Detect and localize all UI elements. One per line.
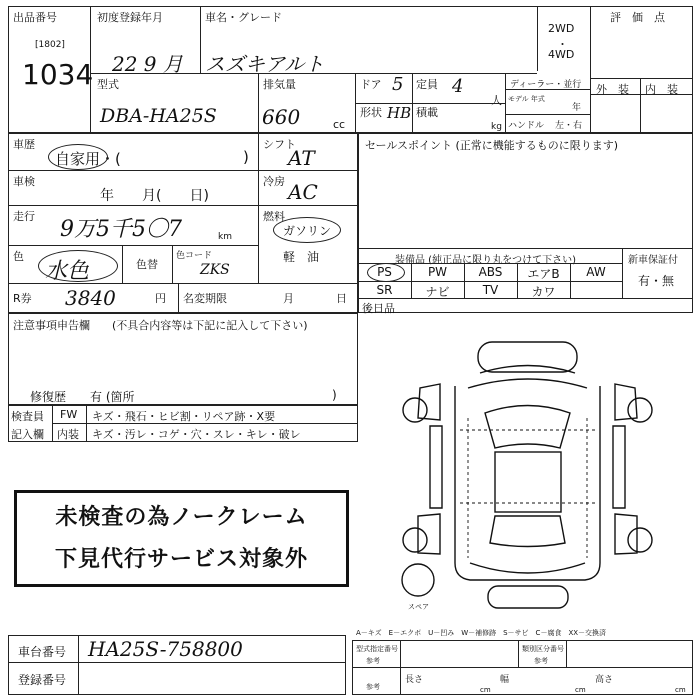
color-label: 色	[13, 250, 24, 263]
recycle-label: R券	[13, 292, 32, 305]
color-code-value: ZKS	[200, 262, 230, 278]
spare-label: スペア	[408, 603, 429, 611]
load-unit: kg	[491, 122, 502, 132]
inspector-int-label: 内装	[57, 428, 79, 441]
lot-label: 出品番号	[13, 11, 57, 24]
inspection-value: 年 月( 日)	[100, 188, 209, 204]
notice-line1: 未検査の為ノークレーム	[55, 505, 308, 530]
color-change-label: 色替	[136, 258, 158, 271]
handle-label: ハンドル	[508, 121, 545, 131]
equip-leather: カワ	[531, 285, 556, 299]
length-unit: cm	[480, 686, 491, 694]
equip-navi: ナビ	[425, 285, 450, 299]
inspector-label-bottom: 記入欄	[11, 428, 44, 441]
history-label: 車歴	[13, 138, 35, 151]
drive-dot: ・	[557, 38, 568, 51]
exterior-label: 外 装	[596, 83, 629, 96]
notes-label: 注意事項申告欄	[13, 319, 90, 332]
height-unit: cm	[675, 686, 686, 694]
name-change-month: 月	[283, 292, 294, 305]
ac-value: AC	[288, 180, 318, 204]
first-reg-value: 22 9 月	[112, 52, 183, 76]
retrofit-label: 後日品	[362, 302, 395, 315]
history-close: )	[243, 148, 249, 166]
fuel-label: 燃料	[263, 210, 285, 223]
equip-abs: ABS	[478, 265, 503, 279]
shape-label: 形状	[360, 106, 382, 119]
reg-label: 登録番号	[18, 673, 67, 687]
damage-legend: A－キズ E－エクボ U－凹み W－補修跡 S－サビ C－腐食 XX－交換済	[356, 629, 607, 637]
warranty-label: 新車保証付	[628, 255, 678, 266]
color-code-label: 色コード	[176, 251, 213, 261]
fuel-diesel: 軽 油	[283, 250, 320, 264]
equip-pw: PW	[427, 265, 448, 279]
name-change-day: 日	[336, 292, 347, 305]
equip-airbag: エアB	[527, 267, 560, 281]
fuel-gas: ガソリン	[283, 224, 332, 238]
length-label: 長さ	[405, 675, 424, 685]
car-damage-diagram	[360, 318, 695, 618]
designated-ref: 参考	[366, 657, 380, 665]
width-label: 幅	[500, 675, 510, 685]
inspector-int-text: キズ・汚レ・コゲ・穴・スレ・キレ・破レ	[92, 428, 301, 441]
notice-line2: 下見代行サービス対象外	[54, 547, 308, 572]
mileage-unit: km	[218, 232, 232, 242]
notes-hint: (不具合内容等は下記に記入して下さい)	[112, 319, 308, 332]
model-year-unit: 年	[572, 103, 582, 113]
repair-label: 修復歴 有 (箇所	[30, 390, 135, 404]
mileage-value: 9万5千5〇7	[60, 217, 182, 242]
shift-label: シフト	[263, 138, 296, 151]
inspection-label: 車検	[13, 175, 35, 188]
width-unit: cm	[575, 686, 586, 694]
doors-value: 5	[392, 74, 404, 95]
fuel-circle	[273, 217, 341, 243]
doors-label: ドア	[360, 78, 382, 91]
model-year-label: モデル 年式	[508, 95, 545, 103]
mileage-label: 走行	[13, 210, 35, 223]
model-label: 型式	[97, 78, 119, 91]
history-circle	[48, 144, 108, 170]
repair-close: )	[332, 388, 337, 402]
lot-sub: [1802]	[35, 40, 65, 50]
category-label: 類別区分番号	[522, 645, 564, 653]
ac-label: 冷房	[263, 175, 285, 188]
recycle-value: 3840	[65, 286, 116, 310]
handle-value: 左・右	[555, 121, 583, 131]
inspector-fw-text: キズ・飛石・ヒビ割・リペア跡・X要	[92, 410, 276, 423]
car-name-value: スズキアルト	[205, 52, 325, 76]
interior-label: 内 装	[645, 83, 678, 96]
equip-sr: SR	[376, 283, 393, 297]
car-name-label: 車名・グレード	[205, 11, 282, 24]
chassis-value: HA25S-758800	[88, 637, 243, 661]
score-label: 評 価 点	[610, 11, 665, 24]
capacity-label: 定員	[416, 78, 438, 91]
inspector-label-top: 検査員	[11, 410, 44, 423]
dealer-label: ディーラー・並行	[510, 80, 582, 90]
shape-value: HB	[387, 104, 412, 122]
capacity-value: 4	[452, 76, 464, 97]
height-label: 高さ	[595, 675, 614, 685]
displacement-unit: cc	[333, 118, 346, 131]
equip-ps: PS	[377, 265, 392, 279]
category-ref: 参考	[534, 657, 548, 665]
load-label: 積載	[416, 106, 438, 119]
lot-number: 1034	[22, 58, 94, 91]
capacity-unit: 人	[491, 94, 502, 107]
drive-4wd: 4WD	[548, 48, 575, 61]
chassis-label: 車台番号	[18, 645, 67, 659]
model-value: DBA-HA25S	[100, 105, 217, 127]
equip-tv: TV	[482, 283, 499, 297]
color-circle	[38, 250, 118, 282]
displacement-label: 排気量	[263, 78, 296, 91]
equip-ps-circle	[367, 263, 405, 282]
inspector-fw-label: FW	[60, 408, 78, 421]
size-ref-label: 参考	[366, 683, 380, 691]
drive-2wd: 2WD	[548, 22, 575, 35]
first-reg-label: 初度登録年月	[97, 11, 163, 24]
name-change-label: 名変期限	[183, 292, 227, 305]
warranty-value: 有・無	[638, 274, 675, 288]
color-value: 水色	[45, 259, 90, 284]
displacement-value: 660	[262, 105, 301, 129]
sales-points-label: セールスポイント (正常に機能するものに限ります)	[365, 139, 619, 152]
history-value: 自家用・(	[55, 150, 121, 168]
designated-label: 型式指定番号	[356, 645, 398, 653]
equip-aw: AW	[586, 265, 606, 279]
equipment-label: 装備品 (純正品に限り丸をつけて下さい)	[395, 255, 576, 266]
recycle-unit: 円	[155, 292, 166, 305]
shift-value: AT	[288, 146, 315, 170]
